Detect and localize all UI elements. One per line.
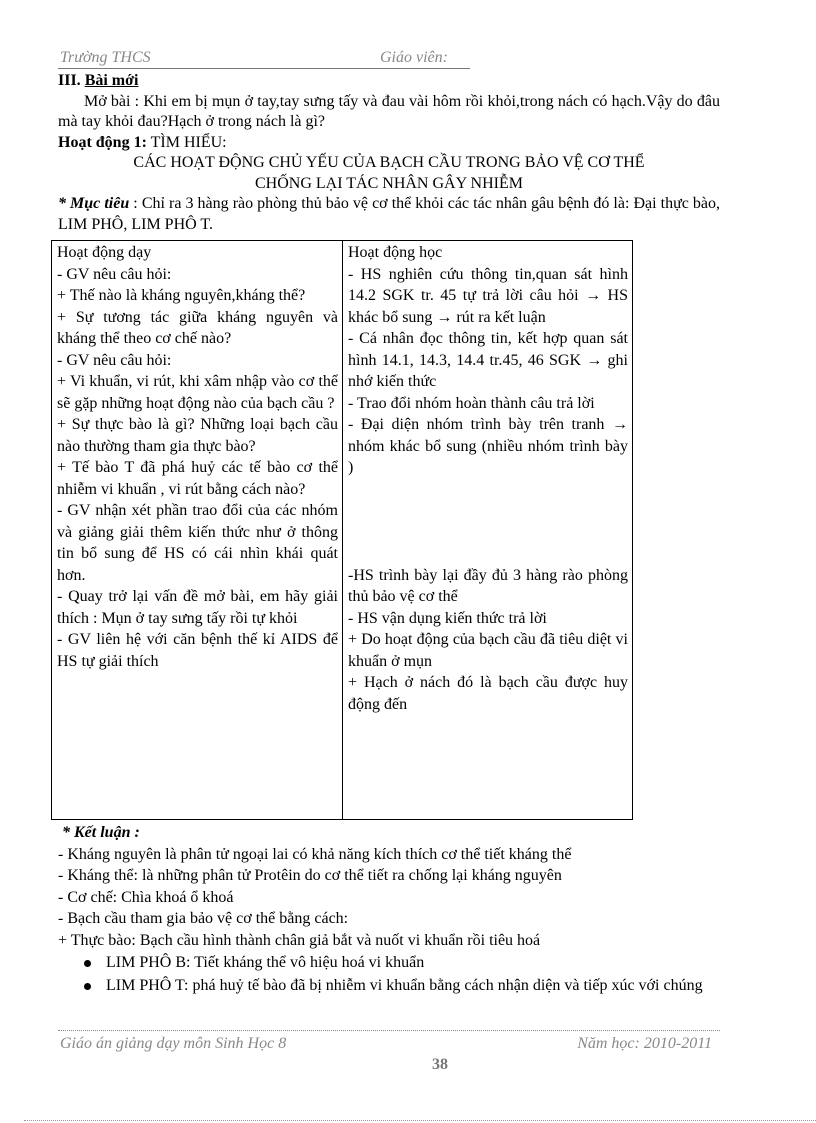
header-school: Trường THCS	[60, 49, 151, 66]
spacer	[348, 522, 628, 544]
spacer	[348, 479, 628, 501]
bottom-divider	[24, 1120, 816, 1121]
footer-subject: Giáo án giảng dạy môn Sinh Học 8	[60, 1035, 287, 1052]
conclusion-line: - Kháng thể: là những phân tử Protêin do cơ thể tiết ra chống lại kháng nguyên	[58, 867, 562, 884]
table-row: + Hạch ở nách đó là bạch cầu được huy động đến	[348, 674, 628, 713]
list-item: LIM PHÔ T: phá huỷ tế bào đã bị nhiễm vi khuẩn bằng cách nhận diện và tiếp xúc với chúng	[58, 975, 720, 997]
table-row: - HS vận dụng kiến thức trả lời	[348, 609, 547, 627]
conclusion-label: * Kết luận :	[62, 824, 140, 841]
lesson-content	[58, 71, 720, 235]
bullet-icon	[84, 983, 91, 990]
header-teacher: Giáo viên:	[380, 49, 448, 66]
table-row: - GV nêu câu hỏi:	[57, 351, 172, 369]
objective-label: * Mục tiêu	[58, 195, 130, 212]
activity-heading-1: CÁC HOẠT ĐỘNG CHỦ YẾU CỦA BẠCH CẦU TRONG BẢO VỆ CƠ THỂ	[133, 154, 645, 171]
table-row: - Quay trở lại vấn đề mở bài, em hãy giải thích : Mụn ở tay sưng tấy rồi tự khỏi	[57, 588, 338, 627]
footer-school-year: Năm học: 2010-2011	[577, 1035, 712, 1052]
conclusion-line: - Kháng nguyên là phân tử ngoại lai có khả năng kích thích cơ thể tiết kháng thể	[58, 845, 572, 863]
conclusion-line: - Bạch cầu tham gia bảo vệ cơ thể bằng cách:	[58, 910, 349, 927]
conclusion-section	[58, 822, 720, 996]
table-row: - Đại diện nhóm trình bày trên tranh → nhóm khác bổ sung (nhiều nhóm trình bày )	[348, 416, 628, 476]
list-item: LIM PHÔ B: Tiết kháng thể vô hiệu hoá vi khuẩn	[58, 952, 720, 974]
table-row: - Trao đổi nhóm hoàn thành câu trả lời	[348, 394, 595, 412]
student-column-header: Hoạt động học	[348, 244, 443, 261]
table-row: - GV nhận xét phần trao đổi của các nhóm và giảng giải thêm kiến thức như ở thông tin bổ sung để HS có cái nhìn khái quát hơn.	[57, 502, 338, 584]
table-row: + Vi khuẩn, vi rút, khi xâm nhập vào cơ thể sẽ gặp những hoạt động nào của bạch cầu ?	[57, 373, 338, 412]
conclusion-bullets	[58, 952, 720, 996]
page-header	[58, 48, 470, 69]
spacer	[348, 500, 628, 522]
conclusion-line: - Cơ chế: Chìa khoá ổ khoá	[58, 888, 234, 906]
activity-table	[51, 240, 633, 820]
spacer	[348, 543, 628, 565]
teacher-column	[52, 241, 343, 819]
table-row: - GV nêu câu hỏi:	[57, 265, 172, 283]
table-row: - GV liên hệ với căn bệnh thế kỉ AIDS để HS tự giải thích	[57, 631, 338, 670]
intro-paragraph: Mở bài : Khi em bị mụn ở tay,tay sưng tấy và đau vài hôm rồi khỏi,trong nách có hạch.Vậy do đâu mà tay khỏi đau?Hạch ở trong nách là gì?	[58, 92, 720, 130]
section-title: Bài mới	[84, 72, 139, 89]
section-heading: III. Bài mới	[58, 72, 139, 89]
table-row: + Sự tương tác giữa kháng nguyên và kháng thể theo cơ chế nào?	[57, 308, 338, 347]
table-row: -HS trình bày lại đầy đủ 3 hàng rào phòng thủ bảo vệ cơ thể	[348, 566, 628, 605]
page-footer	[58, 1030, 720, 1059]
page-number: 38	[432, 1056, 448, 1073]
table-row: - HS nghiên cứu thông tin,quan sát hình 14.2 SGK tr. 45 tự trả lời câu hỏi → HS khác bổ sung → rút ra kết luận	[348, 265, 628, 326]
objective-text: : Chỉ ra 3 hàng rào phòng thủ bảo vệ cơ thể khỏi các tác nhân gâu bệnh đó là: Đại thực bào, LIM PHÔ, LIM PHÔ T.	[58, 195, 720, 233]
table-row: - Cá nhân đọc thông tin, kết hợp quan sát hình 14.1, 14.3, 14.4 tr.45, 46 SGK → ghi nhớ kiến thức	[348, 330, 628, 390]
activity-tag: TÌM HIỂU:	[146, 133, 227, 151]
conclusion-line: + Thực bào: Bạch cầu hình thành chân giả bắt và nuốt vi khuẩn rồi tiêu hoá	[58, 931, 541, 949]
activity-line	[58, 133, 720, 154]
student-column	[343, 241, 632, 819]
bullet-icon	[84, 960, 91, 967]
table-row: + Tế bào T đã phá huỷ các tế bào cơ thể nhiễm vi khuẩn , vi rút bằng cách nào?	[57, 459, 338, 498]
activity-label: Hoạt động 1:	[58, 133, 147, 151]
table-row: + Do hoạt động của bạch cầu đã tiêu diệt vi khuẩn ở mụn	[348, 631, 628, 670]
table-row: + Sự thực bào là gì? Những loại bạch cầu nào thường tham gia thực bào?	[57, 416, 338, 455]
table-row: + Thế nào là kháng nguyên,kháng thể?	[57, 287, 306, 304]
objective	[58, 194, 720, 235]
activity-heading-2: CHỐNG LẠI TÁC NHÂN GÂY NHIỄM	[255, 174, 523, 192]
teacher-column-header: Hoạt động dạy	[57, 244, 152, 261]
